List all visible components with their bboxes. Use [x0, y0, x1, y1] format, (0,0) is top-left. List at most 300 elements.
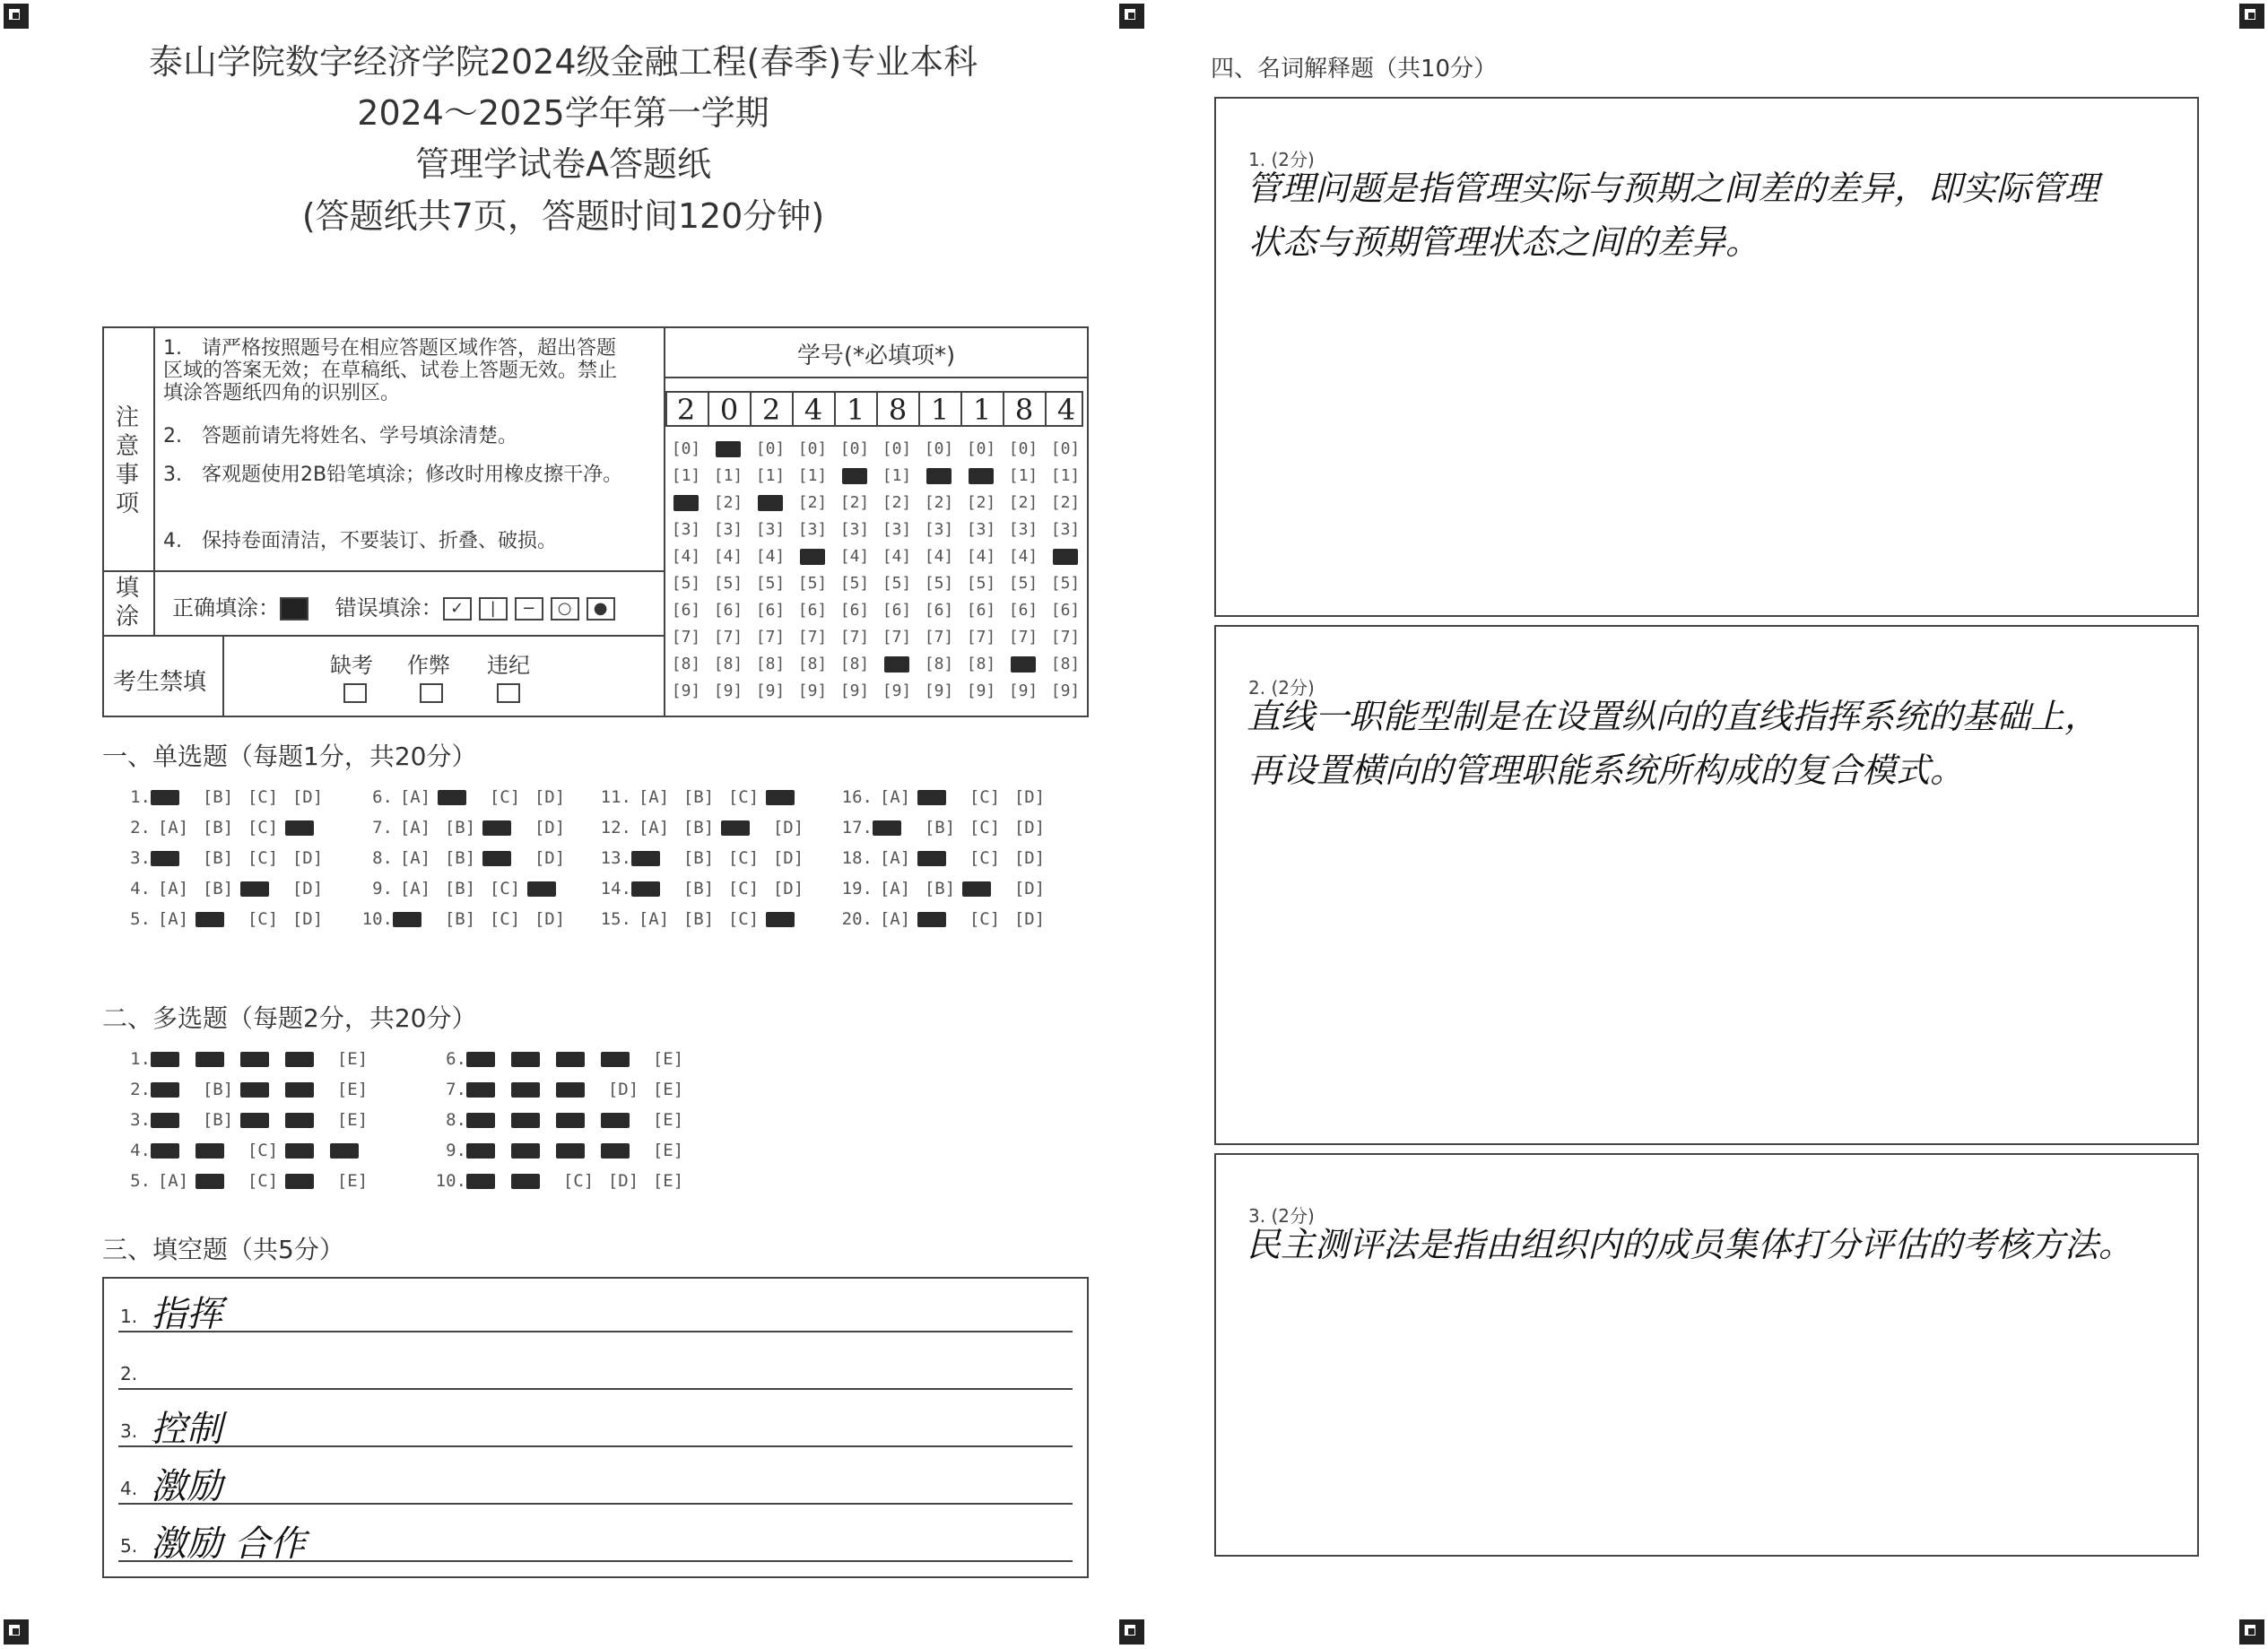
option-bubble-c[interactable]: [C]: [247, 909, 279, 929]
wrong-fill-mark: |: [479, 597, 508, 621]
option-bubble-c[interactable]: [C]: [727, 909, 760, 929]
student-id-bubble[interactable]: [0]: [671, 439, 701, 458]
correct-fill-label: 正确填涂：: [172, 595, 280, 621]
student-id-bubble[interactable]: [4]: [755, 547, 786, 566]
option-bubble-a[interactable]: [A]: [399, 848, 431, 868]
option-bubble-b[interactable]: [B]: [202, 818, 234, 838]
student-id-bubble[interactable]: [7]: [924, 628, 954, 647]
student-id-bubble[interactable]: [1]: [797, 466, 828, 485]
student-id-bubble[interactable]: [0]: [797, 439, 828, 458]
option-bubble-d[interactable]: [D]: [772, 879, 804, 898]
option-bubble-b[interactable]: [511, 1074, 556, 1105]
student-id-filled-bubble[interactable]: [969, 468, 994, 484]
option-bubble-b[interactable]: [B]: [444, 909, 476, 929]
option-bubble-a[interactable]: [A]: [879, 909, 911, 929]
student-id-bubble[interactable]: [9]: [713, 681, 743, 700]
student-id-bubble[interactable]: [4]: [1008, 547, 1038, 566]
option-bubble-a[interactable]: [A]: [638, 818, 670, 838]
status-cheat-checkbox[interactable]: [420, 683, 443, 703]
blank-number: 2.: [120, 1363, 138, 1384]
student-id-filled-bubble[interactable]: [800, 549, 825, 565]
student-id-bubble[interactable]: [4]: [966, 547, 996, 566]
option-bubble-b[interactable]: [B]: [682, 848, 715, 868]
option-bubble-d[interactable]: [766, 782, 811, 812]
question-number: 7.: [372, 818, 393, 838]
option-bubble-b[interactable]: [B]: [444, 879, 476, 898]
single-choice-question: [357, 782, 572, 812]
status-absent-label: 缺考: [330, 653, 373, 678]
multi-choice-question: [430, 1105, 691, 1135]
student-id-filled-bubble[interactable]: [842, 468, 867, 484]
student-id-bubble[interactable]: [3]: [839, 520, 870, 539]
option-bubble-a[interactable]: [466, 1135, 511, 1166]
term-question-label: 2. (2分): [1248, 677, 1315, 699]
student-id-bubble[interactable]: [8]: [966, 655, 996, 673]
multi-choice-question: [430, 1135, 691, 1166]
student-id-filled-bubble[interactable]: [884, 656, 909, 673]
option-bubble-a[interactable]: [466, 1105, 511, 1135]
option-bubble-c[interactable]: [482, 812, 527, 843]
option-bubble-c[interactable]: [240, 1074, 285, 1105]
student-id-bubble[interactable]: [6]: [1008, 601, 1038, 620]
student-id-bubble[interactable]: [0]: [882, 439, 912, 458]
question-number: 6.: [372, 787, 393, 807]
option-bubble-d[interactable]: [D]: [534, 818, 566, 838]
blank-line: [118, 1503, 1073, 1505]
student-id-bubble[interactable]: [0]: [839, 439, 870, 458]
blank-number: 4.: [120, 1478, 138, 1499]
option-bubble-a[interactable]: [A]: [157, 879, 189, 898]
student-id-bubble[interactable]: [3]: [713, 520, 743, 539]
option-bubble-c[interactable]: [556, 1074, 601, 1105]
option-bubble-d[interactable]: [D]: [1013, 818, 1046, 838]
student-id-digit: 1: [960, 393, 1002, 427]
student-id-bubble[interactable]: [8]: [1050, 655, 1081, 673]
option-bubble-e[interactable]: [E]: [652, 1171, 684, 1191]
term-answer-line-1: 民主测评法是指由组织内的成员集体打分评估的考核方法。: [1247, 1225, 2133, 1264]
option-bubble-e[interactable]: [E]: [336, 1080, 369, 1099]
student-id-bubble[interactable]: [7]: [839, 628, 870, 647]
option-bubble-c[interactable]: [C]: [727, 787, 760, 807]
option-bubble-b[interactable]: [B]: [202, 879, 234, 898]
option-bubble-c[interactable]: [C]: [969, 787, 1001, 807]
option-bubble-e[interactable]: [E]: [336, 1171, 369, 1191]
option-bubble-a[interactable]: [A]: [399, 879, 431, 898]
student-id-bubble[interactable]: [3]: [882, 520, 912, 539]
option-bubble-d[interactable]: [D]: [534, 848, 566, 868]
question-number: 1.: [130, 787, 151, 807]
student-id-bubble[interactable]: [7]: [1008, 628, 1038, 647]
student-id-bubble[interactable]: [4]: [924, 547, 954, 566]
student-id-bubble[interactable]: [5]: [671, 574, 701, 593]
student-id-filled-bubble[interactable]: [926, 468, 952, 484]
student-id-bubble[interactable]: [3]: [1008, 520, 1038, 539]
student-id-bubble[interactable]: [7]: [797, 628, 828, 647]
question-number: 13.: [600, 848, 631, 868]
option-bubble-d[interactable]: [285, 1135, 330, 1166]
question-number: 6.: [446, 1049, 466, 1069]
option-bubble-b[interactable]: [438, 782, 482, 812]
student-id-digit: 0: [708, 393, 749, 427]
student-id-bubble[interactable]: [9]: [797, 681, 828, 700]
student-id-bubble[interactable]: [0]: [924, 439, 954, 458]
option-bubble-d[interactable]: [285, 1166, 330, 1196]
student-id-bubble[interactable]: [5]: [924, 574, 954, 593]
student-id-bubble[interactable]: [4]: [713, 547, 743, 566]
option-bubble-a[interactable]: [466, 1074, 511, 1105]
student-id-bubble[interactable]: [3]: [755, 520, 786, 539]
single-choice-question: [595, 782, 811, 812]
option-bubble-d[interactable]: [766, 904, 811, 934]
question-number: 11.: [600, 787, 631, 807]
option-bubble-a[interactable]: [466, 1166, 511, 1196]
option-bubble-c[interactable]: [240, 1044, 285, 1074]
question-number: 17.: [841, 818, 873, 838]
multi-choice-question: [115, 1166, 375, 1196]
student-id-bubble[interactable]: [5]: [966, 574, 996, 593]
option-bubble-d[interactable]: [D]: [1013, 848, 1046, 868]
option-bubble-c[interactable]: [C]: [247, 1141, 279, 1160]
option-bubble-a[interactable]: [A]: [879, 879, 911, 898]
option-bubble-d[interactable]: [527, 873, 572, 904]
student-id-bubble[interactable]: [9]: [882, 681, 912, 700]
student-id-bubble[interactable]: [6]: [797, 601, 828, 620]
corner-marker-top-center: [1119, 4, 1144, 29]
student-id-filled-bubble[interactable]: [1053, 549, 1078, 565]
student-id-bubble[interactable]: [8]: [924, 655, 954, 673]
option-bubble-a[interactable]: [151, 843, 196, 873]
student-id-bubble[interactable]: [6]: [924, 601, 954, 620]
option-bubble-c[interactable]: [C]: [489, 787, 521, 807]
question-number: 3.: [130, 1110, 151, 1130]
option-bubble-b[interactable]: [511, 1135, 556, 1166]
divider: [222, 635, 224, 717]
option-bubble-a[interactable]: [A]: [879, 848, 911, 868]
student-id-bubble[interactable]: [9]: [924, 681, 954, 700]
single-choice-question: [595, 904, 811, 934]
student-id-bubble[interactable]: [8]: [713, 655, 743, 673]
option-bubble-e[interactable]: [E]: [652, 1141, 684, 1160]
student-id-bubble[interactable]: [6]: [966, 601, 996, 620]
option-bubble-c[interactable]: [C]: [247, 818, 279, 838]
student-id-bubble[interactable]: [5]: [839, 574, 870, 593]
option-bubble-a[interactable]: [A]: [879, 787, 911, 807]
student-id-bubble[interactable]: [7]: [755, 628, 786, 647]
student-id-bubble[interactable]: [0]: [755, 439, 786, 458]
option-bubble-c[interactable]: [556, 1135, 601, 1166]
student-id-bubble[interactable]: [0]: [1050, 439, 1081, 458]
divider: [102, 635, 665, 637]
student-id-bubble[interactable]: [4]: [882, 547, 912, 566]
option-bubble-b[interactable]: [917, 843, 962, 873]
student-id-bubble[interactable]: [1]: [1008, 466, 1038, 485]
option-bubble-d[interactable]: [285, 1105, 330, 1135]
option-bubble-c[interactable]: [C]: [247, 1171, 279, 1191]
student-id-bubble[interactable]: [2]: [882, 493, 912, 512]
student-id-bubble[interactable]: [5]: [797, 574, 828, 593]
header-term: 2024～2025学年第一学期: [357, 93, 769, 133]
question-number: 19.: [841, 879, 873, 898]
option-bubble-a[interactable]: [873, 812, 917, 843]
option-bubble-c[interactable]: [C]: [562, 1171, 595, 1191]
option-bubble-c[interactable]: [721, 812, 766, 843]
option-bubble-e[interactable]: [E]: [336, 1049, 369, 1069]
student-id-digit: 1: [918, 393, 960, 427]
header-instructions: (答题纸共7页，答题时间120分钟): [301, 196, 825, 236]
option-bubble-b[interactable]: [B]: [444, 848, 476, 868]
option-bubble-a[interactable]: [466, 1044, 511, 1074]
student-id-bubble[interactable]: [6]: [1050, 601, 1081, 620]
option-bubble-b[interactable]: [B]: [202, 787, 234, 807]
option-bubble-c[interactable]: [240, 1105, 285, 1135]
question-number: 18.: [841, 848, 873, 868]
option-bubble-b[interactable]: [B]: [682, 787, 715, 807]
option-bubble-b[interactable]: [196, 1044, 240, 1074]
option-bubble-e[interactable]: [E]: [336, 1110, 369, 1130]
option-bubble-e[interactable]: [E]: [652, 1110, 684, 1130]
question-number: 5.: [130, 1171, 151, 1191]
student-id-bubble[interactable]: [5]: [755, 574, 786, 593]
blank-number: 5.: [120, 1535, 138, 1557]
option-bubble-b[interactable]: [B]: [682, 909, 715, 929]
blank-answer[interactable]: 激励: [151, 1466, 222, 1507]
option-bubble-d[interactable]: [D]: [534, 909, 566, 929]
option-bubble-d[interactable]: [285, 1074, 330, 1105]
option-bubble-b[interactable]: [B]: [444, 818, 476, 838]
single-choice-question: [115, 873, 330, 904]
option-bubble-c[interactable]: [C]: [727, 879, 760, 898]
question-number: 7.: [446, 1080, 466, 1099]
student-id-bubble[interactable]: [1]: [755, 466, 786, 485]
option-bubble-b[interactable]: [B]: [924, 818, 956, 838]
option-bubble-a[interactable]: [A]: [157, 909, 189, 929]
blank-answer[interactable]: 指挥: [151, 1294, 222, 1335]
student-id-bubble[interactable]: [9]: [1008, 681, 1038, 700]
status-absent-checkbox[interactable]: [343, 683, 367, 703]
question-number: 2.: [130, 818, 151, 838]
option-bubble-a[interactable]: [151, 1105, 196, 1135]
student-id-filled-bubble[interactable]: [673, 495, 699, 511]
question-number: 14.: [600, 879, 631, 898]
option-bubble-b[interactable]: [196, 1166, 240, 1196]
option-bubble-c[interactable]: [C]: [727, 848, 760, 868]
student-id-digit: 2: [750, 393, 791, 427]
student-id-bubble[interactable]: [6]: [882, 601, 912, 620]
single-choice-question: [837, 873, 1052, 904]
option-bubble-a[interactable]: [A]: [638, 787, 670, 807]
notice-item-1: 1. 请严格按照题号在相应答题区域作答，超出答题区域的答案无效；在草稿纸、试卷上答题无效。禁止填涂答题纸四角的识别区。: [163, 337, 618, 404]
option-bubble-b[interactable]: [511, 1105, 556, 1135]
blank-answer[interactable]: 控制: [151, 1409, 222, 1450]
single-choice-question: [357, 843, 572, 873]
student-id-digit: 2: [676, 393, 696, 427]
student-id-bubble[interactable]: [4]: [671, 547, 701, 566]
student-id-bubble[interactable]: [5]: [1008, 574, 1038, 593]
corner-marker-top-left: [4, 4, 29, 29]
option-bubble-a[interactable]: [631, 873, 676, 904]
student-id-bubble[interactable]: [2]: [713, 493, 743, 512]
corner-marker-top-right: [2239, 4, 2264, 29]
option-bubble-d[interactable]: [D]: [1013, 787, 1046, 807]
option-bubble-b[interactable]: [196, 904, 240, 934]
option-bubble-e[interactable]: [E]: [652, 1049, 684, 1069]
header-title: 泰山学院数字经济学院2024级金融工程(春季)专业本科: [148, 42, 978, 82]
student-id-bubble[interactable]: [9]: [1050, 681, 1081, 700]
option-bubble-b[interactable]: [511, 1166, 556, 1196]
option-bubble-b[interactable]: [917, 904, 962, 934]
option-bubble-e[interactable]: [330, 1135, 375, 1166]
fill-example-row: [172, 590, 622, 621]
corner-marker-bottom-right: [2239, 1619, 2264, 1645]
option-bubble-d[interactable]: [D]: [1013, 909, 1046, 929]
student-id-bubble[interactable]: [0]: [1008, 439, 1038, 458]
student-id-bubble[interactable]: [3]: [1050, 520, 1081, 539]
student-id-bubble[interactable]: [2]: [924, 493, 954, 512]
student-id-bubble[interactable]: [9]: [671, 681, 701, 700]
option-bubble-b[interactable]: [B]: [202, 848, 234, 868]
student-id-bubble[interactable]: [3]: [671, 520, 701, 539]
student-id-bubble[interactable]: [6]: [713, 601, 743, 620]
student-id-filled-bubble[interactable]: [758, 495, 783, 511]
option-bubble-c[interactable]: [C]: [247, 787, 279, 807]
option-bubble-c[interactable]: [482, 843, 527, 873]
student-id-bubble[interactable]: [7]: [671, 628, 701, 647]
single-choice-title: 一、单选题（每题1分，共20分）: [102, 742, 477, 771]
option-bubble-a[interactable]: [151, 782, 196, 812]
student-id-digit: 8: [1003, 393, 1044, 427]
wrong-fill-mark: ✓: [443, 597, 472, 621]
status-violation-checkbox[interactable]: [497, 683, 520, 703]
option-bubble-a[interactable]: [393, 904, 438, 934]
option-bubble-c[interactable]: [C]: [969, 818, 1001, 838]
student-id-bubble[interactable]: [8]: [671, 655, 701, 673]
option-bubble-c[interactable]: [556, 1044, 601, 1074]
student-id-bubble[interactable]: [7]: [1050, 628, 1081, 647]
student-id-bubble[interactable]: [2]: [966, 493, 996, 512]
student-id-digit: 4: [792, 393, 833, 427]
option-bubble-b[interactable]: [917, 782, 962, 812]
option-bubble-d[interactable]: [D]: [291, 848, 324, 868]
option-bubble-a[interactable]: [151, 1074, 196, 1105]
option-bubble-c[interactable]: [C]: [247, 848, 279, 868]
student-id-bubble[interactable]: [5]: [1050, 574, 1081, 593]
student-id-bubble[interactable]: [8]: [797, 655, 828, 673]
student-id-bubble[interactable]: [0]: [966, 439, 996, 458]
student-id-bubble[interactable]: [6]: [671, 601, 701, 620]
student-id-bubble[interactable]: [1]: [882, 466, 912, 485]
option-bubble-d[interactable]: [601, 1044, 646, 1074]
option-bubble-a[interactable]: [A]: [157, 1171, 189, 1191]
student-id-bubble[interactable]: [6]: [755, 601, 786, 620]
student-id-bubble[interactable]: [8]: [839, 655, 870, 673]
student-id-filled-bubble[interactable]: [716, 441, 741, 457]
option-bubble-b[interactable]: [B]: [682, 879, 715, 898]
option-bubble-c[interactable]: [C]: [969, 848, 1001, 868]
option-bubble-a[interactable]: [631, 843, 676, 873]
student-id-bubble[interactable]: [9]: [966, 681, 996, 700]
option-bubble-b[interactable]: [B]: [924, 879, 956, 898]
blank-answer[interactable]: 激励 合作: [151, 1523, 306, 1565]
student-id-bubble[interactable]: [2]: [797, 493, 828, 512]
student-id-bubble[interactable]: [7]: [882, 628, 912, 647]
option-bubble-a[interactable]: [A]: [157, 818, 189, 838]
option-bubble-a[interactable]: [151, 1135, 196, 1166]
option-bubble-c[interactable]: [C]: [489, 879, 521, 898]
student-id-bubble[interactable]: [7]: [966, 628, 996, 647]
option-bubble-d[interactable]: [285, 812, 330, 843]
student-id-bubble[interactable]: [2]: [1008, 493, 1038, 512]
corner-marker-bottom-center: [1119, 1619, 1144, 1645]
option-bubble-d[interactable]: [D]: [291, 787, 324, 807]
option-bubble-c[interactable]: [C]: [489, 909, 521, 929]
blank-line: [118, 1388, 1073, 1390]
student-id-bubble[interactable]: [1]: [713, 466, 743, 485]
student-id-bubble[interactable]: [1]: [1050, 466, 1081, 485]
student-id-bubble[interactable]: [3]: [924, 520, 954, 539]
question-number: 3.: [130, 848, 151, 868]
fill-blank-title: 三、填空题（共5分）: [102, 1235, 344, 1264]
student-id-bubble[interactable]: [3]: [797, 520, 828, 539]
student-id-bubble[interactable]: [5]: [882, 574, 912, 593]
student-id-bubble[interactable]: [6]: [839, 601, 870, 620]
option-bubble-d[interactable]: [D]: [607, 1171, 639, 1191]
option-bubble-e[interactable]: [E]: [652, 1080, 684, 1099]
single-choice-question: [357, 812, 572, 843]
option-bubble-a[interactable]: [A]: [638, 909, 670, 929]
option-bubble-a[interactable]: [A]: [399, 818, 431, 838]
term-answer-box[interactable]: [1214, 1153, 2199, 1557]
option-bubble-b[interactable]: [B]: [202, 1080, 234, 1099]
single-choice-question: [115, 812, 330, 843]
option-bubble-c[interactable]: [962, 873, 1007, 904]
student-id-bubble[interactable]: [8]: [755, 655, 786, 673]
notice-item-3: 3. 客观题使用2B铅笔填涂；修改时用橡皮擦干净。: [163, 464, 623, 486]
student-id-bubble[interactable]: [9]: [755, 681, 786, 700]
option-bubble-d[interactable]: [D]: [772, 818, 804, 838]
option-bubble-b[interactable]: [511, 1044, 556, 1074]
option-bubble-d[interactable]: [D]: [291, 909, 324, 929]
option-bubble-b[interactable]: [B]: [202, 1110, 234, 1130]
multi-choice-question: [115, 1074, 375, 1105]
option-bubble-b[interactable]: [B]: [682, 818, 715, 838]
student-id-filled-bubble[interactable]: [1011, 656, 1036, 673]
student-id-bubble[interactable]: [3]: [966, 520, 996, 539]
option-bubble-b[interactable]: [196, 1135, 240, 1166]
option-bubble-c[interactable]: [240, 873, 285, 904]
student-id-bubble[interactable]: [7]: [713, 628, 743, 647]
option-bubble-d[interactable]: [D]: [607, 1080, 639, 1099]
divider: [153, 326, 155, 635]
option-bubble-d[interactable]: [601, 1105, 646, 1135]
student-id-bubble[interactable]: [9]: [839, 681, 870, 700]
option-bubble-d[interactable]: [D]: [291, 879, 324, 898]
student-id-bubble[interactable]: [4]: [839, 547, 870, 566]
option-bubble-d[interactable]: [D]: [534, 787, 566, 807]
option-bubble-a[interactable]: [A]: [399, 787, 431, 807]
student-id-bubble[interactable]: [1]: [671, 466, 701, 485]
student-id-bubble[interactable]: [5]: [713, 574, 743, 593]
option-bubble-d[interactable]: [D]: [772, 848, 804, 868]
option-bubble-d[interactable]: [D]: [1013, 879, 1046, 898]
status-cheat-label: 作弊: [407, 653, 450, 678]
option-bubble-d[interactable]: [285, 1044, 330, 1074]
student-id-bubble[interactable]: [2]: [839, 493, 870, 512]
student-id-bubble[interactable]: [2]: [1050, 493, 1081, 512]
option-bubble-c[interactable]: [C]: [969, 909, 1001, 929]
option-bubble-c[interactable]: [556, 1105, 601, 1135]
option-bubble-a[interactable]: [151, 1044, 196, 1074]
option-bubble-d[interactable]: [601, 1135, 646, 1166]
